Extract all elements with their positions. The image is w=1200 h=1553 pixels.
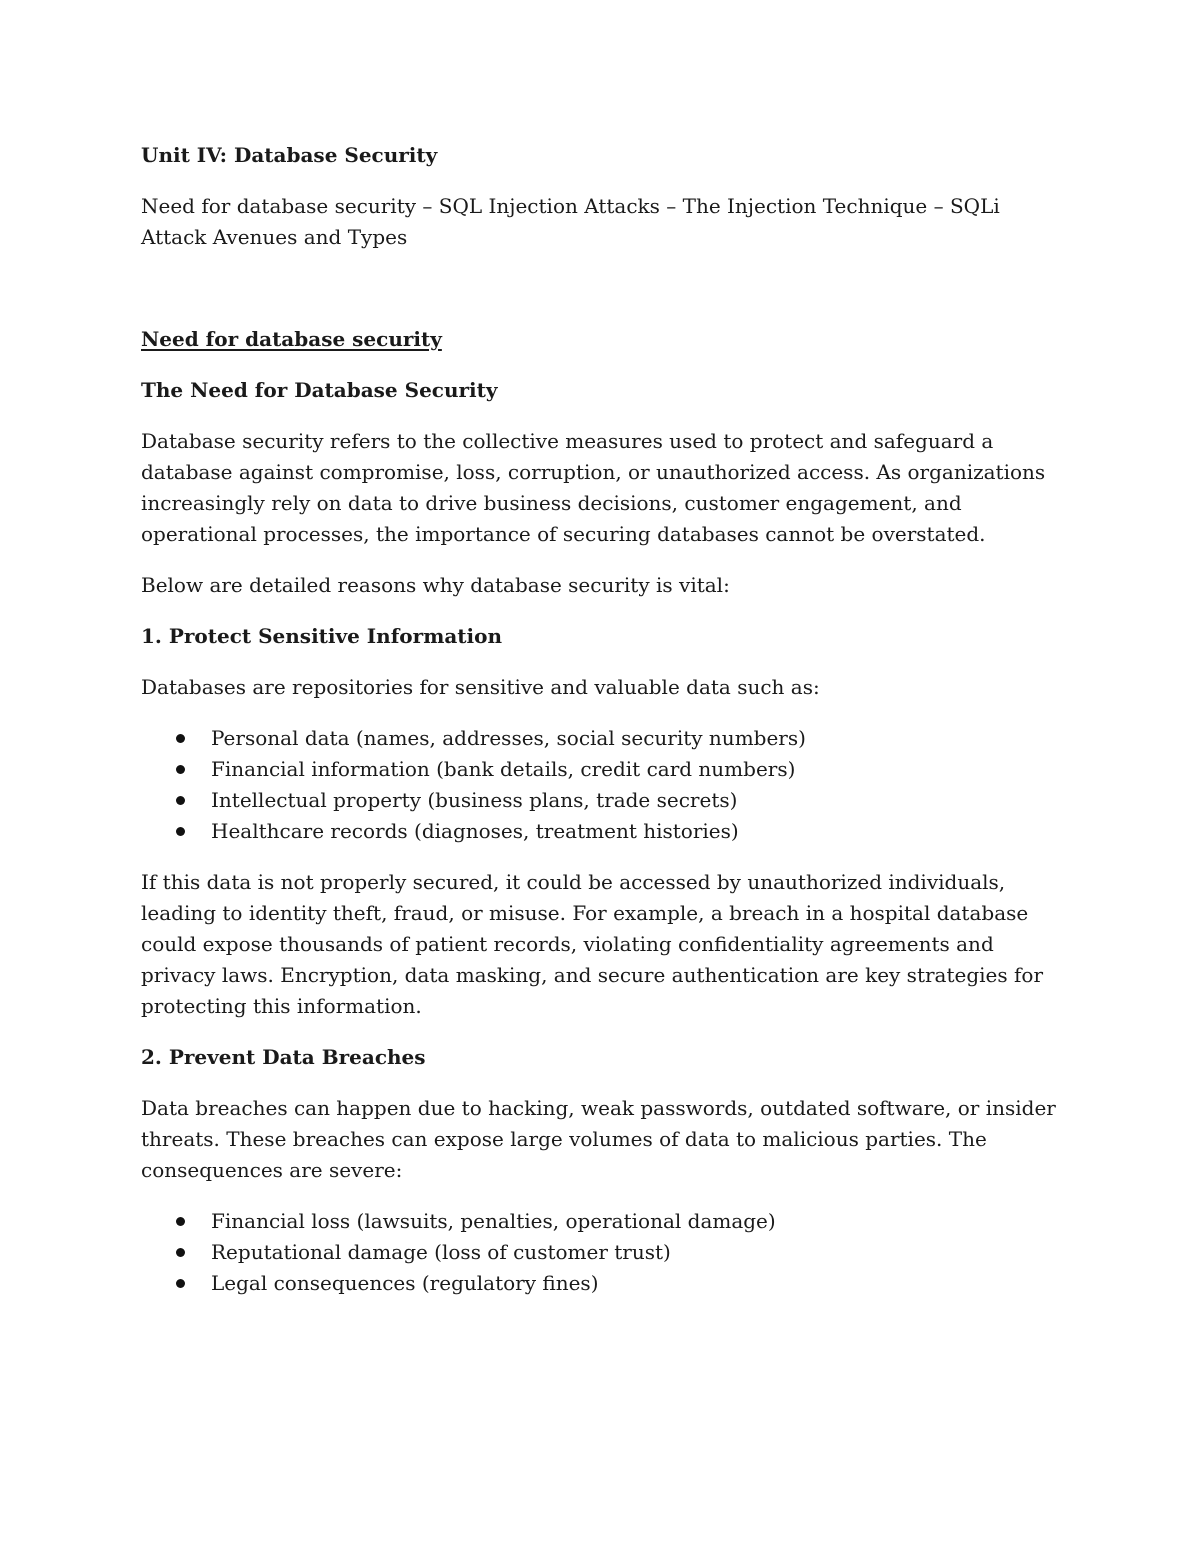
reason1-bullet-list xyxy=(141,723,1061,847)
list-item-text: Healthcare records (diagnoses, treatment histories) xyxy=(211,819,739,843)
unit-title: Unit IV: Database Security xyxy=(141,143,438,167)
list-item xyxy=(141,1237,1061,1268)
list-item-text: Reputational damage (loss of customer trust) xyxy=(211,1240,671,1264)
section-title: The Need for Database Security xyxy=(141,378,498,402)
list-item-text: Financial loss (lawsuits, penalties, operational damage) xyxy=(211,1209,776,1233)
bullet-icon xyxy=(176,1217,185,1226)
list-item xyxy=(141,1268,1061,1299)
reason1-paragraph: If this data is not properly secured, it could be accessed by unauthorized individuals, leading to identity theft, fraud, or misuse. For example, a breach in a hospital database could expose thousands of patient records, violating confidentiality agreements and privacy laws. Encryption, data masking, and secure authentication are key strategies for protecting this information. xyxy=(141,870,1044,1018)
list-item xyxy=(141,785,1061,816)
reason2-bullet-list xyxy=(141,1206,1061,1299)
reason2-lead: Data breaches can happen due to hacking, weak passwords, outdated software, or insider threats. These breaches can expose large volumes of data to malicious parties. The consequences are severe: xyxy=(141,1096,1056,1182)
list-item-text: Intellectual property (business plans, trade secrets) xyxy=(211,788,738,812)
list-item xyxy=(141,723,1061,754)
bullet-icon xyxy=(176,827,185,836)
unit-topics: Need for database security – SQL Injection Attacks – The Injection Technique – SQLi Attack Avenues and Types xyxy=(141,194,1000,249)
list-item xyxy=(141,754,1061,785)
reason1-heading: 1. Protect Sensitive Information xyxy=(141,624,503,648)
bullet-icon xyxy=(176,734,185,743)
bullet-icon xyxy=(176,1279,185,1288)
section-heading: Need for database security xyxy=(141,327,442,351)
bullet-icon xyxy=(176,796,185,805)
reasons-intro: Below are detailed reasons why database security is vital: xyxy=(141,573,730,597)
document-body xyxy=(141,140,1061,1319)
reason1-lead: Databases are repositories for sensitive and valuable data such as: xyxy=(141,675,820,699)
list-item xyxy=(141,816,1061,847)
list-item xyxy=(141,1206,1061,1237)
intro-paragraph: Database security refers to the collective measures used to protect and safeguard a database against compromise, loss, corruption, or unauthorized access. As organizations increasingly rely on data to drive business decisions, customer engagement, and operational processes, the importance of securing databases cannot be overstated. xyxy=(141,429,1046,546)
list-item-text: Legal consequences (regulatory fines) xyxy=(211,1271,599,1295)
list-item-text: Financial information (bank details, credit card numbers) xyxy=(211,757,796,781)
list-item-text: Personal data (names, addresses, social security numbers) xyxy=(211,726,806,750)
bullet-icon xyxy=(176,765,185,774)
reason2-heading: 2. Prevent Data Breaches xyxy=(141,1045,426,1069)
bullet-icon xyxy=(176,1248,185,1257)
